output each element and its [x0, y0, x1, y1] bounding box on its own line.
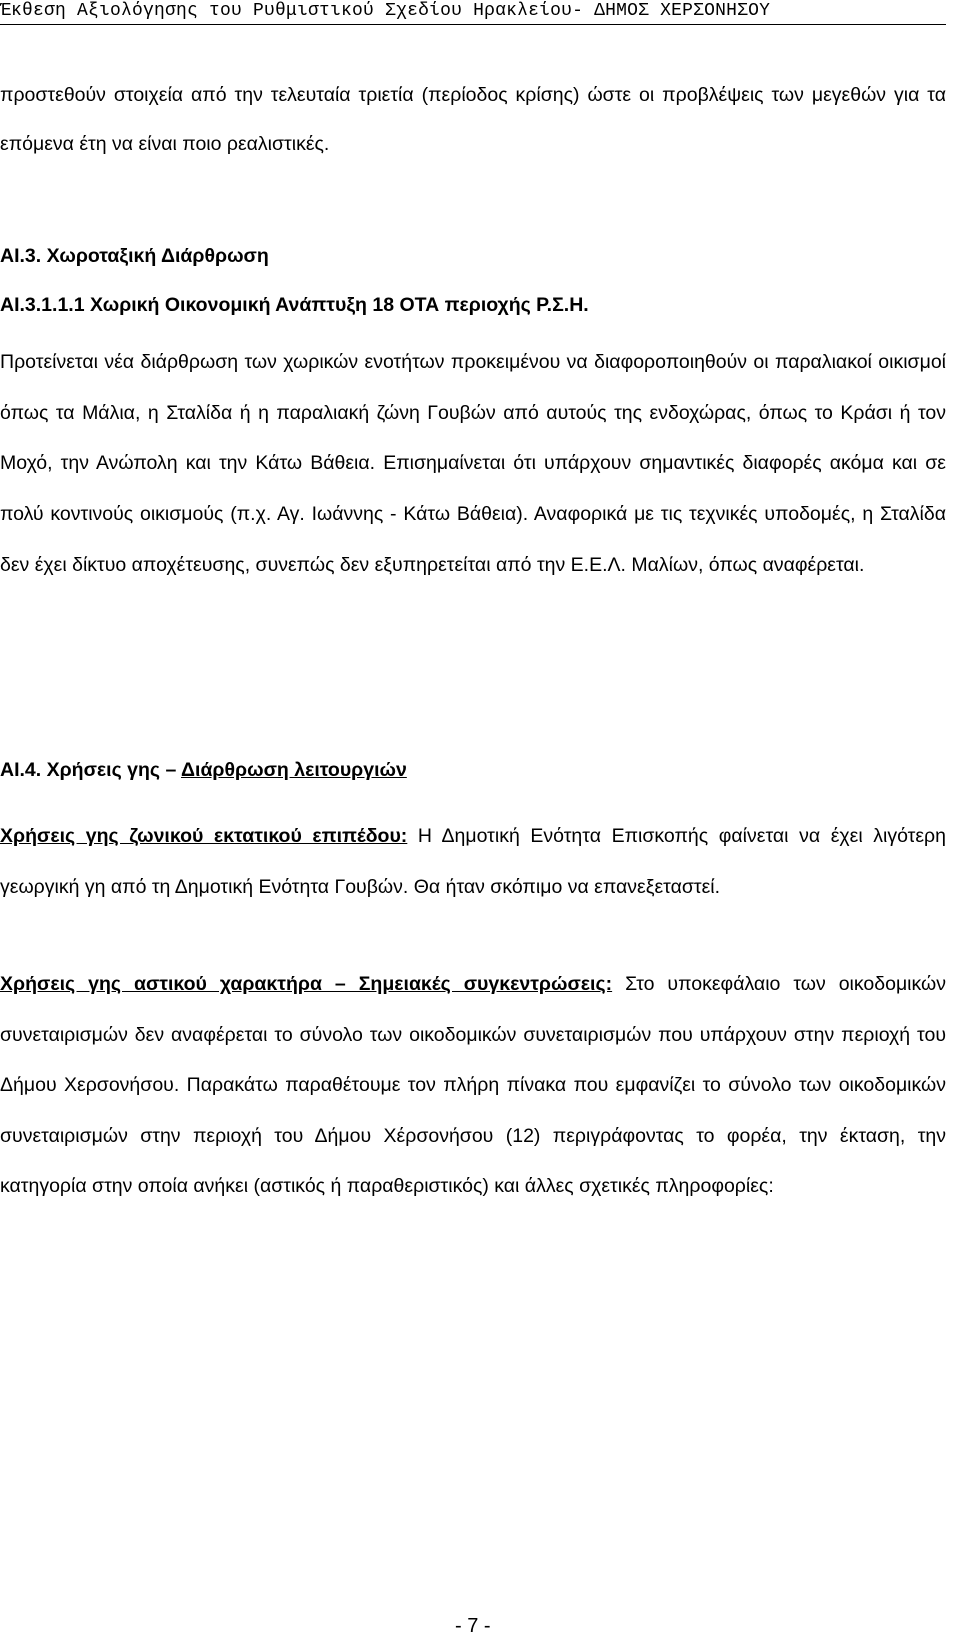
spatial-structure-text: Προτείνεται νέα διάρθρωση των χωρικών ενοτήτων προκειμένου να διαφοροποιηθούν οι παραλιακοί οικισμοί όπως τα Μάλια, η Σταλίδα ή η παραλιακή ζώνη Γουβών από αυτούς της ενδοχώρας, όπως το Κράσι ή τον Μοχό, την Ανώπολη και την Κάτω Βάθεια. Επισημαίνεται ότι υπάρχουν σημαντικές διαφορές ακόμα και σε πολύ κοντινούς οικισμούς (π.χ. Αγ. Ιωάννης - Κάτω Βάθεια). Αναφορικά με τις τεχνικές υποδομές, η Σταλίδα δεν έχει δίκτυο αποχέτευσης, συνεπώς δεν εξυπηρετείται από την Ε.Ε.Λ. Μαλίων, όπως αναφέρεται. — [0, 351, 946, 576]
section-heading-land-use — [0, 759, 407, 782]
land-use-title-underlined: Διάρθρωση λειτουργιών — [181, 759, 407, 781]
page-number: - 7 - — [455, 1615, 491, 1637]
intro-paragraph — [0, 71, 946, 169]
zonal-land-use-paragraph — [0, 811, 946, 913]
spatial-structure-paragraph — [0, 337, 946, 591]
zonal-land-use-lead: Χρήσεις γης ζωνικού εκτατικού επιπέδου: — [0, 825, 408, 847]
urban-land-use-text: Στο υποκεφάλαιο των οικοδομικών συνεταιρισμών δεν αναφέρεται το σύνολο των οικοδομικών συνεταιρισμών που υπάρχουν στην περιοχή του Δήμου Χερσονήσου. Παρακάτω παραθέτουμε τον πλήρη πίνακα που εμφανίζει το σύνολο των οικοδομικών συνεταιρισμών στην περιοχή του Δήμου Χέρσονήσου (12) περιγράφοντας το φορέα, την έκταση, την κατηγορία στην οποία ανήκει (αστικός ή παραθεριστικός) και άλλες σχετικές πληροφορίες: — [0, 973, 946, 1198]
zonal-land-use-text: Η Δημοτική Ενότητα Επισκοπής φαίνεται να έχει λιγότερη γεωργική γη από τη Δημοτική Ενότητα Γουβών. Θα ήταν σκόπιμο να επανεξεταστεί. — [0, 825, 946, 898]
urban-land-use-paragraph — [0, 959, 946, 1212]
document-header: Έκθεση Αξιολόγησης του Ρυθμιστικού Σχεδίου Ηρακλείου- ΔΗΜΟΣ ΧΕΡΣΟΝΗΣΟΥ — [0, 1, 771, 21]
urban-land-use-lead: Χρήσεις γης αστικού χαρακτήρα – Σημειακές συγκεντρώσεις: — [0, 973, 613, 995]
land-use-title-prefix: ΑΙ.4. Χρήσεις γης – — [0, 759, 182, 781]
intro-text: προστεθούν στοιχεία από την τελευταία τριετία (περίοδος κρίσης) ώστε οι προβλέψεις των μεγεθών για τα επόμενα έτη να είναι ποιο ρεαλιστικές. — [0, 84, 946, 155]
header-divider — [0, 24, 946, 25]
section-heading-spatial-structure: ΑΙ.3. Χωροταξική Διάρθρωση — [0, 245, 269, 267]
subsection-heading-economic-development: ΑΙ.3.1.1.1 Χωρική Οικονομική Ανάπτυξη 18 ΟΤΑ περιοχής Ρ.Σ.Η. — [0, 294, 589, 316]
